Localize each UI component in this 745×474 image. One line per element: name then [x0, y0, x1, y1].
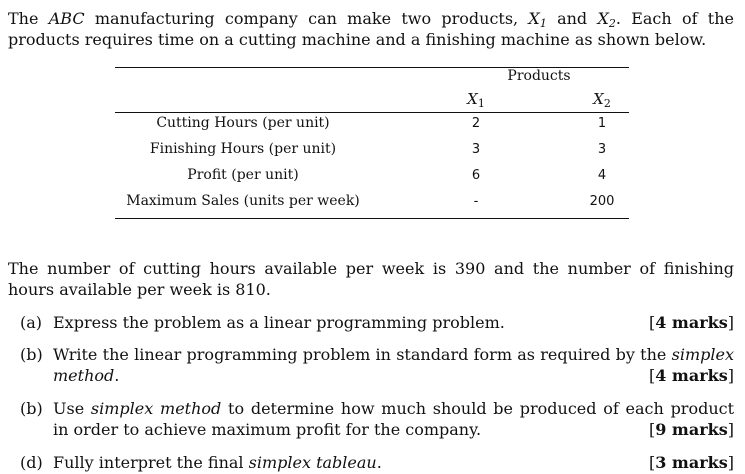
question-letter: (d): [20, 453, 43, 472]
question-letter: (b): [20, 399, 43, 418]
question-marks: [9 marks]: [648, 420, 734, 439]
cell-cutting-x1: 2: [471, 116, 481, 131]
column-header-x1: $X_1$: [467, 90, 485, 110]
row-label-cutting: Cutting Hours (per unit): [156, 115, 330, 131]
intro-text: and: [546, 9, 598, 28]
cell-max-sales-x2: 200: [589, 194, 615, 209]
variable-x1: $X_1$: [528, 9, 547, 30]
question-marks: [4 marks]: [648, 313, 734, 332]
variable-x2: $X_2$: [597, 9, 616, 30]
column-header-x2: $X_2$: [593, 90, 611, 110]
question-a: [20, 312, 734, 333]
cell-finishing-x1: 3: [471, 142, 481, 157]
question-b-simplex: [20, 398, 734, 440]
question-text: Write the linear programming problem in standard form as required by the simplex method.: [53, 345, 734, 385]
intro-paragraph: [8, 8, 734, 50]
cell-max-sales-x1: -: [473, 194, 479, 209]
hours-paragraph: The number of cutting hours available per week is 390 and the number of finishing hours available per week is 810.: [8, 259, 734, 299]
cell-finishing-x2: 3: [597, 142, 607, 157]
products-header: Products: [507, 68, 571, 84]
question-letter: (a): [20, 313, 43, 332]
row-label-profit: Profit (per unit): [187, 167, 299, 183]
question-text: Use simplex method to determine how much should be produced of each product in order to achieve maximum profit for the company.: [53, 399, 735, 439]
question-d: [20, 452, 734, 473]
question-marks: [4 marks]: [648, 366, 734, 385]
row-label-max-sales: Maximum Sales (units per week): [126, 193, 360, 209]
cell-profit-x2: 4: [597, 168, 607, 183]
table-bottom-rule: [115, 218, 629, 219]
intro-text: The: [8, 9, 49, 28]
cell-profit-x1: 6: [471, 168, 481, 183]
row-label-finishing: Finishing Hours (per unit): [149, 141, 337, 157]
company-name: ABC: [48, 9, 85, 28]
question-text: Fully interpret the final simplex tableau.: [53, 453, 382, 472]
question-text: Express the problem as a linear programming problem.: [53, 313, 505, 332]
question-letter: (b): [20, 345, 43, 364]
intro-text: . Each of the products requires time on a cutting machine and a finishing machine as shown below.: [8, 9, 735, 49]
question-marks: [3 marks]: [648, 453, 734, 472]
table-header-rule: [115, 112, 629, 113]
cell-cutting-x2: 1: [597, 116, 607, 131]
question-b-standard-form: [20, 344, 734, 386]
intro-text: manufacturing company can make two products,: [84, 9, 529, 28]
